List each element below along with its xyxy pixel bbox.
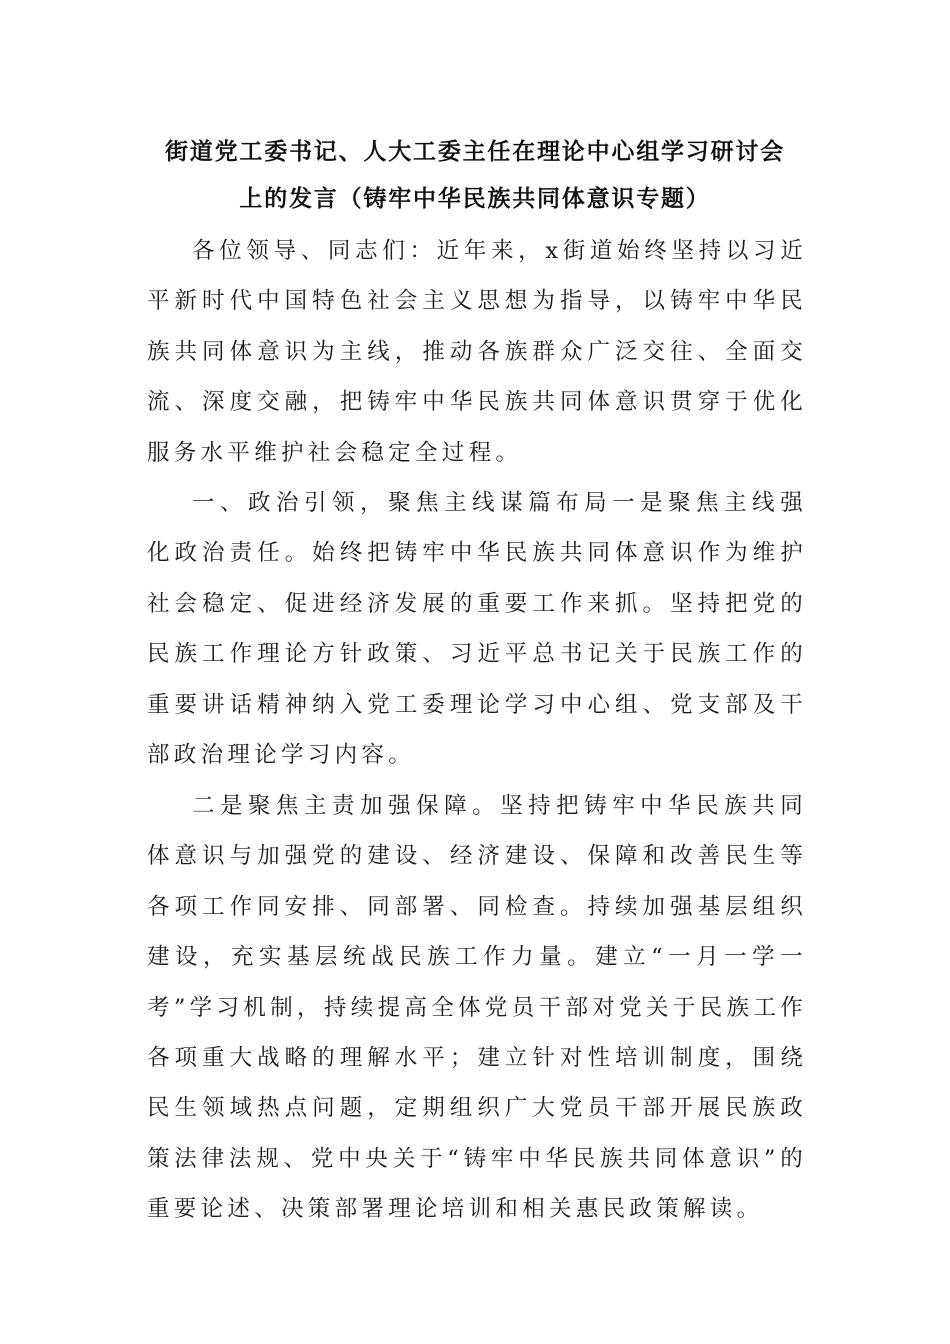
paragraph-opening: 各位领导、同志们：近年来，x街道始终坚持以习近平新时代中国特色社会主义思想为指导，以铸牢中华民族共同体意识为主线，推动各族群众广泛交往、全面交流、深度交融，把铸牢中华民族共同体意识贯穿于优化服务水平维护社会稳定全过程。 bbox=[147, 238, 807, 466]
paragraph-point-two: 二是聚焦主责加强保障。坚持把铸牢中华民族共同体意识与加强党的建设、经济建设、保障和改善民生等各项工作同安排、同部署、同检查。持续加强基层组织建设，充实基层统战民族工作力量。建立“一月一学一考”学习机制，持续提高全体党员干部对党关于民族工作各项重大战略的理解水平；建立针对性培训制度，围绕民生领域热点问题，定期组织广大党员干部开展民族政策法律法规、党中央关于“铸牢中华民族共同体意识”的重要论述、决策部署理论培训和相关惠民政策解读。 bbox=[147, 793, 807, 1223]
paragraph-section-one: 一、政治引领，聚焦主线谋篇布局一是聚焦主线强化政治责任。始终把铸牢中华民族共同体意识作为维护社会稳定、促进经济发展的重要工作来抓。坚持把党的民族工作理论方针政策、习近平总书记关于民族工作的重要讲话精神纳入党工委理论学习中心组、党支部及干部政治理论学习内容。 bbox=[147, 490, 807, 769]
document-title-line-2: 上的发言（铸牢中华民族共同体意识专题） bbox=[239, 186, 711, 212]
document-title-line-1: 街道党工委书记、人大工委主任在理论中心组学习研讨会 bbox=[165, 139, 785, 165]
